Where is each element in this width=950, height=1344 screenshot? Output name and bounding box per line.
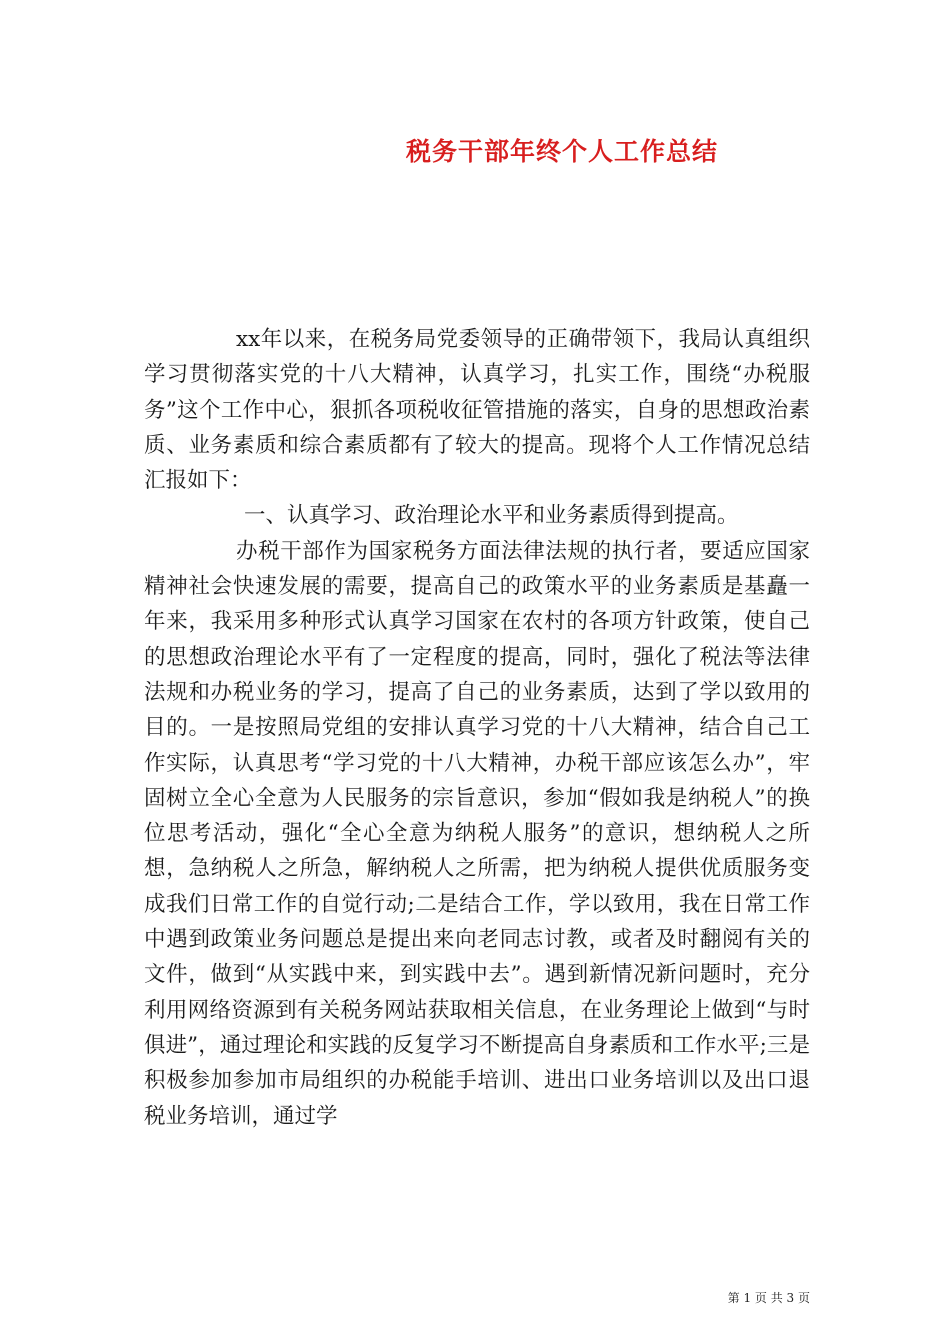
document-title: 税务干部年终个人工作总结 — [405, 137, 718, 166]
section-paragraph: 办税干部作为国家税务方面法律法规的执行者，要适应国家精神社会快速发展的需要，提高自己的政策水平的业务素质是基矗一年来，我采用多种形式认真学习国家在农村的各项方针政策，使自己的思想政治理论水平有了一定程度的提高，同时，强化了税法等法律法规和办税业务的学习，提高了自己的业务素质，达到了学以致用的目的。一是按照局党组的安排认真学习党的十八大精神，结合自己工作实际，认真思考“学习党的十八大精神，办税干部应该怎么办”，牢固树立全心全意为人民服务的宗旨意识，参加“假如我是纳税人”的换位思考活动，强化“全心全意为纳税人服务”的意识，想纳税人之所想，急纳税人之所急，解纳税人之所需，把为纳税人提供优质服务变成我们日常工作的自觉行动;二是结合工作，学以致用，我在日常工作中遇到政策业务问题总是提出来向老同志讨教，或者及时翻阅有关的文件，做到“从实践中来，到实践中去”。遇到新情况新问题时，充分利用网络资源到有关税务网站获取相关信息，在业务理论上做到“与时俱进”，通过理论和实践的反复学习不断提高自身素质和工作水平;三是积极参加参加市局组织的办税能手培训、进出口业务培训以及出口退税业务培训，通过学 — [144, 538, 810, 1129]
page-footer: 第 1 页 共 3 页 — [727, 1291, 810, 1305]
section-heading: 一、认真学习、政治理论水平和业务素质得到提高。 — [244, 503, 739, 529]
document-body — [144, 322, 810, 1134]
intro-paragraph: xx年以来，在税务局党委领导的正确带领下，我局认真组织学习贯彻落实党的十八大精神，认真学习，扎实工作，围绕“办税服务”这个工作中心，狠抓各项税收征管措施的落实，自身的思想政治素质、业务素质和综合素质都有了较大的提高。现将个人工作情况总结汇报如下： — [144, 327, 810, 494]
